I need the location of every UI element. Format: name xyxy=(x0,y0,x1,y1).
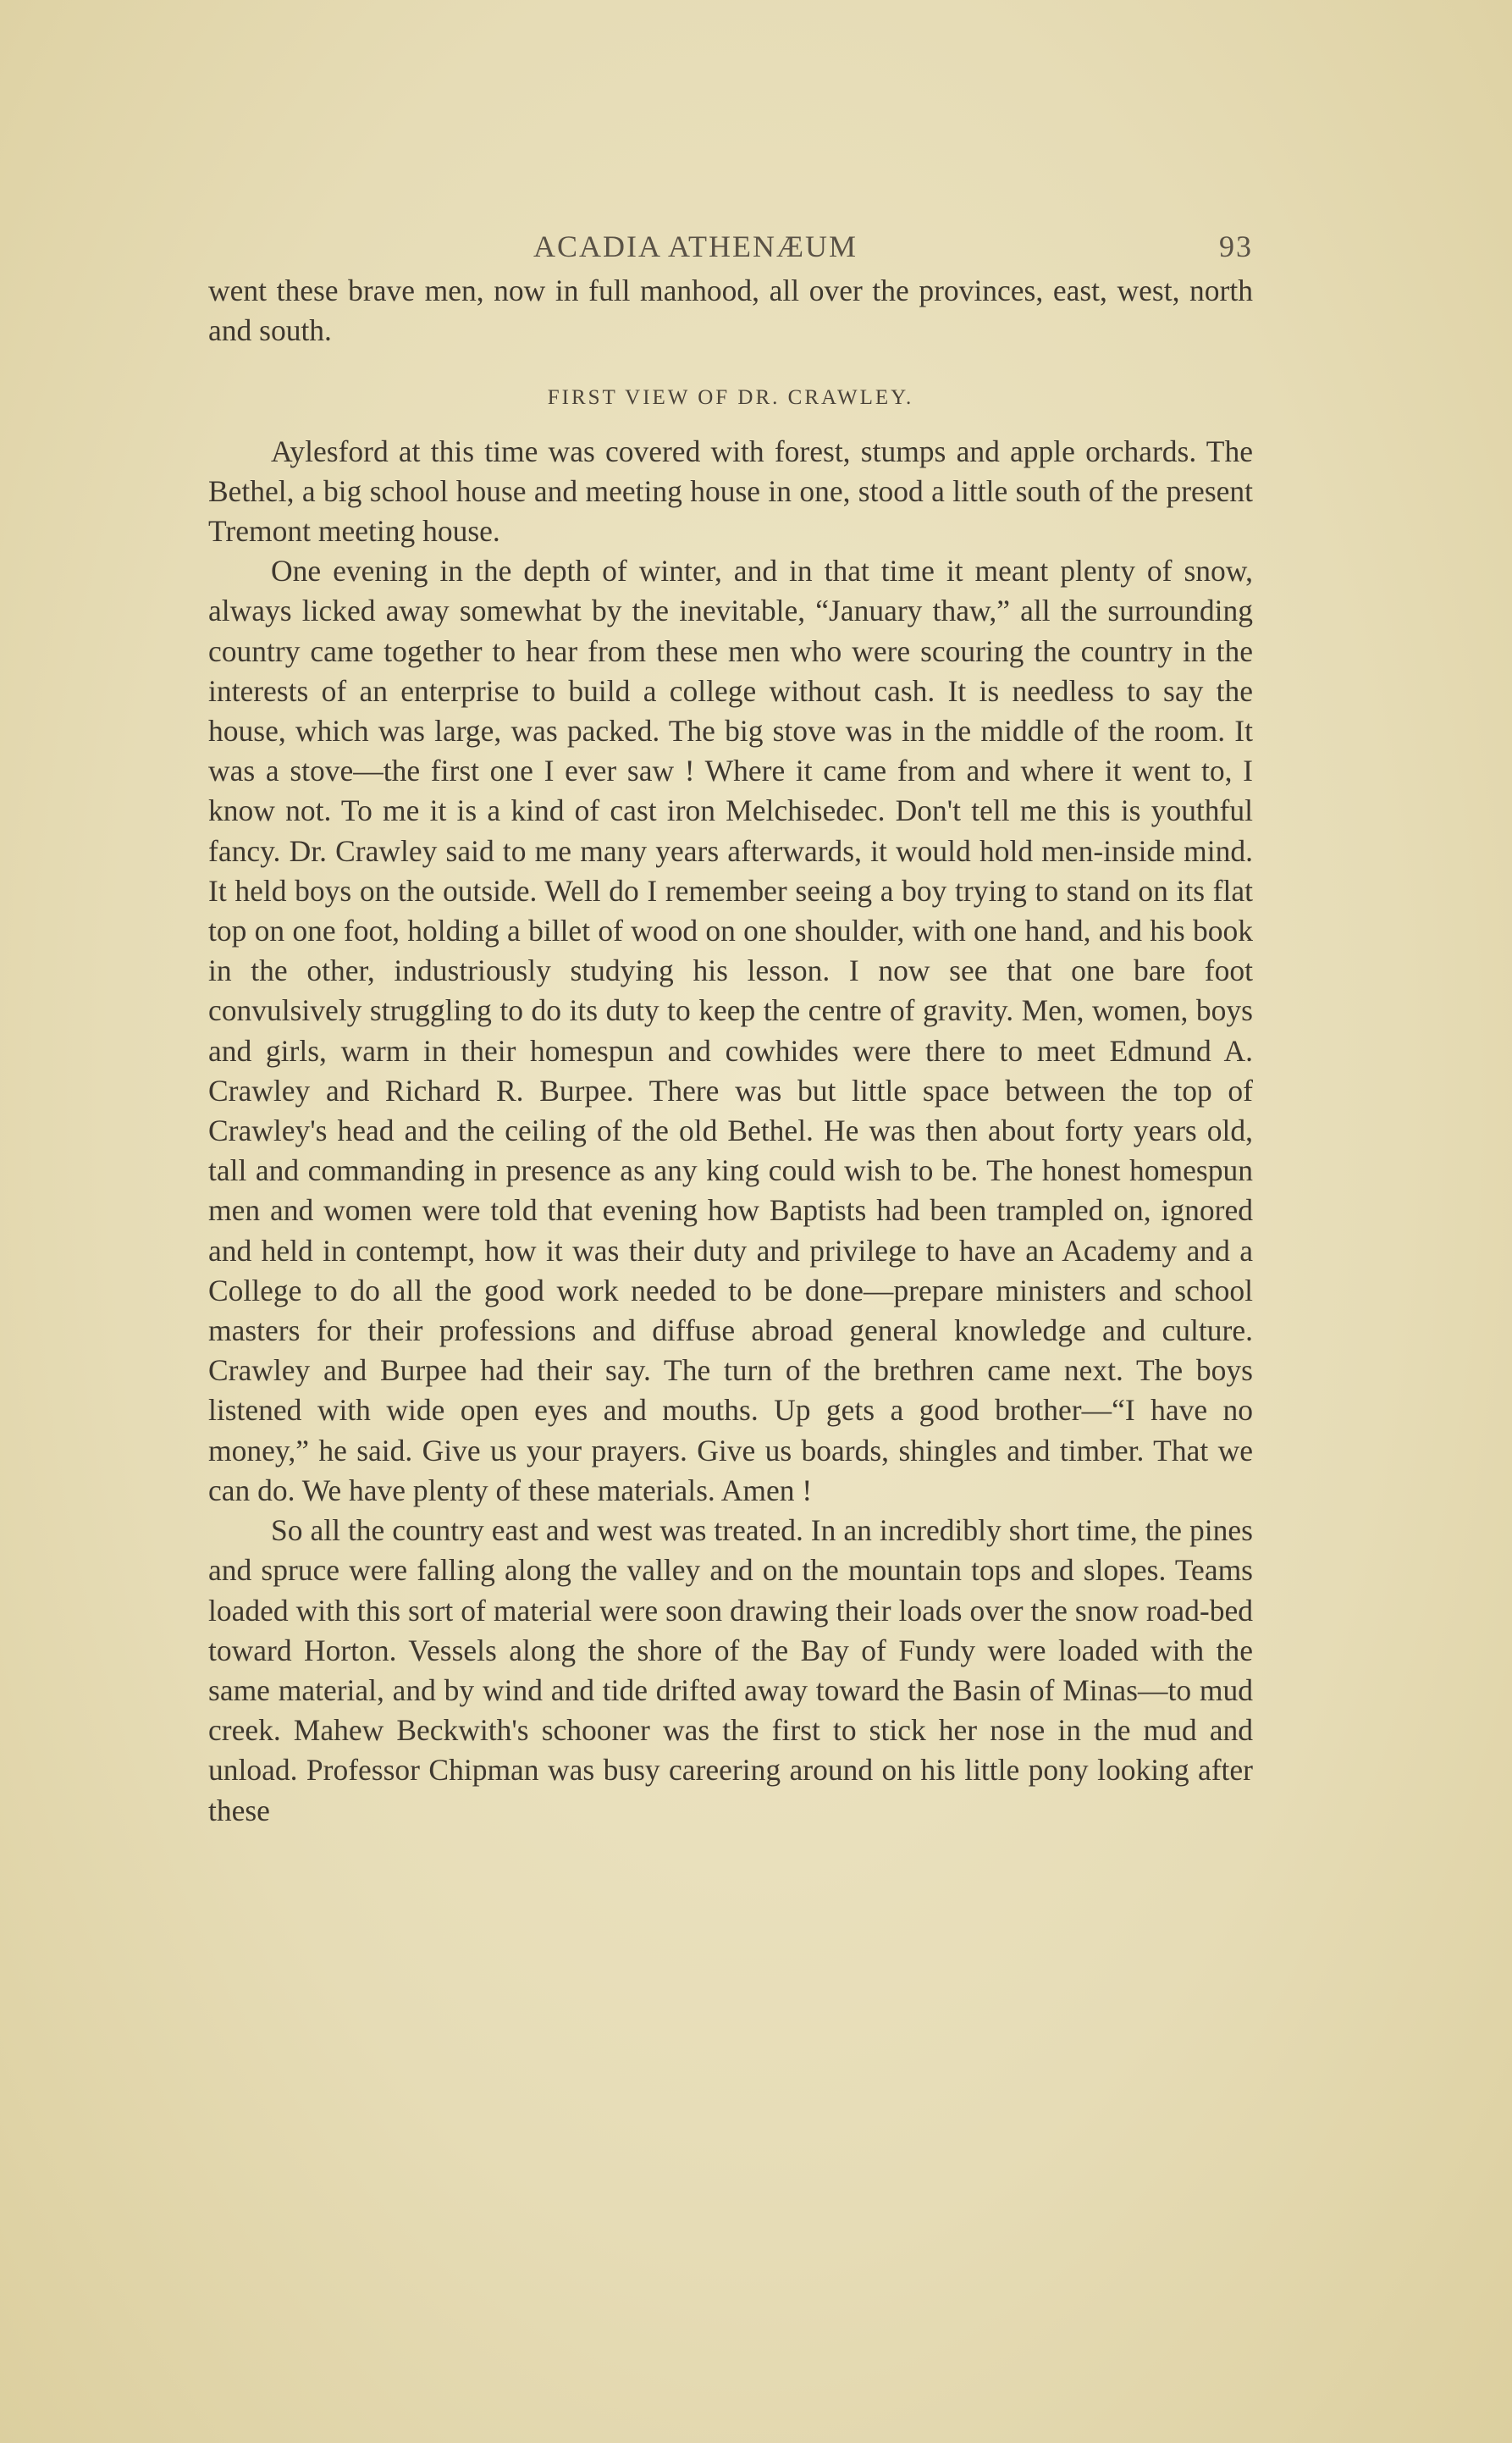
paragraph-winter-evening: One evening in the depth of winter, and in that time it meant plenty of snow, always licked away somewhat by the inevitable, “January thaw,” all the surrounding country came together to hear from these men who were scouring the country in the interests of an enterprise to build a college without cash. It is needless to say the house, which was large, was packed. The big stove was in the middle of the room. It was a stove—the first one I ever saw ! Where it came from and where it went to, I know not. To me it is a kind of cast iron Melchisedec. Don't tell me this is youthful fancy. Dr. Crawley said to me many years afterwards, it would hold men-inside mind. It held boys on the outside. Well do I remember seeing a boy trying to stand on its flat top on one foot, holding a billet of wood on one shoulder, with one hand, and his book in the other, industriously studying his lesson. I now see that one bare foot convulsively struggling to do its duty to keep the centre of gravity. Men, women, boys and girls, warm in their homespun and cowhides were there to meet Edmund A. Crawley and Richard R. Burpee. There was but little space between the top of Crawley's head and the ceiling of the old Bethel. He was then about forty years old, tall and commanding in presence as any king could wish to be. The honest homespun men and women were told that evening how Baptists had been trampled on, ignored and held in contempt, how it was their duty and privilege to have an Academy and a College to do all the good work needed to be done—prepare ministers and school masters for their professions and diffuse abroad general knowledge and culture. Crawley and Burpee had their say. The turn of the brethren came next. The boys listened with wide open eyes and mouths. Up gets a good brother—“I have no money,” he said. Give us your prayers. Give us boards, shingles and timber. That we can do. We have plenty of these materials. Amen ! xyxy=(208,554,1253,1507)
journal-title: ACADIA ATHENÆUM xyxy=(533,229,858,263)
paragraph-aylesford: Aylesford at this time was covered with forest, stumps and apple orchards. The Bethel, a big school house and meeting house in one, stood a little south of the present Tremont meeting house. xyxy=(208,434,1253,549)
running-header xyxy=(208,222,1253,264)
page-number: 93 xyxy=(1219,229,1253,263)
document-page xyxy=(208,222,1253,1831)
paragraph-country-treated: So all the country east and west was treated. In an incredibly short time, the pines and spruce were falling along the valley and on the mountain tops and slopes. Teams loaded with this sort of material were soon drawing their loads over the snow road-bed toward Horton. Vessels along the shore of the Bay of Fundy were loaded with the same material, and by wind and tide drifted away toward the Basin of Minas—to mud creek. Mahew Beckwith's schooner was the first to stick her nose in the mud and unload. Professor Chipman was busy careering around on his little pony looking after these xyxy=(208,1513,1253,1827)
paragraph-continuation: went these brave men, now in full manhood, all over the provinces, east, west, north and south. xyxy=(208,274,1253,348)
article-body xyxy=(208,271,1253,1831)
section-heading: FIRST VIEW OF DR. CRAWLEY. xyxy=(547,386,914,410)
